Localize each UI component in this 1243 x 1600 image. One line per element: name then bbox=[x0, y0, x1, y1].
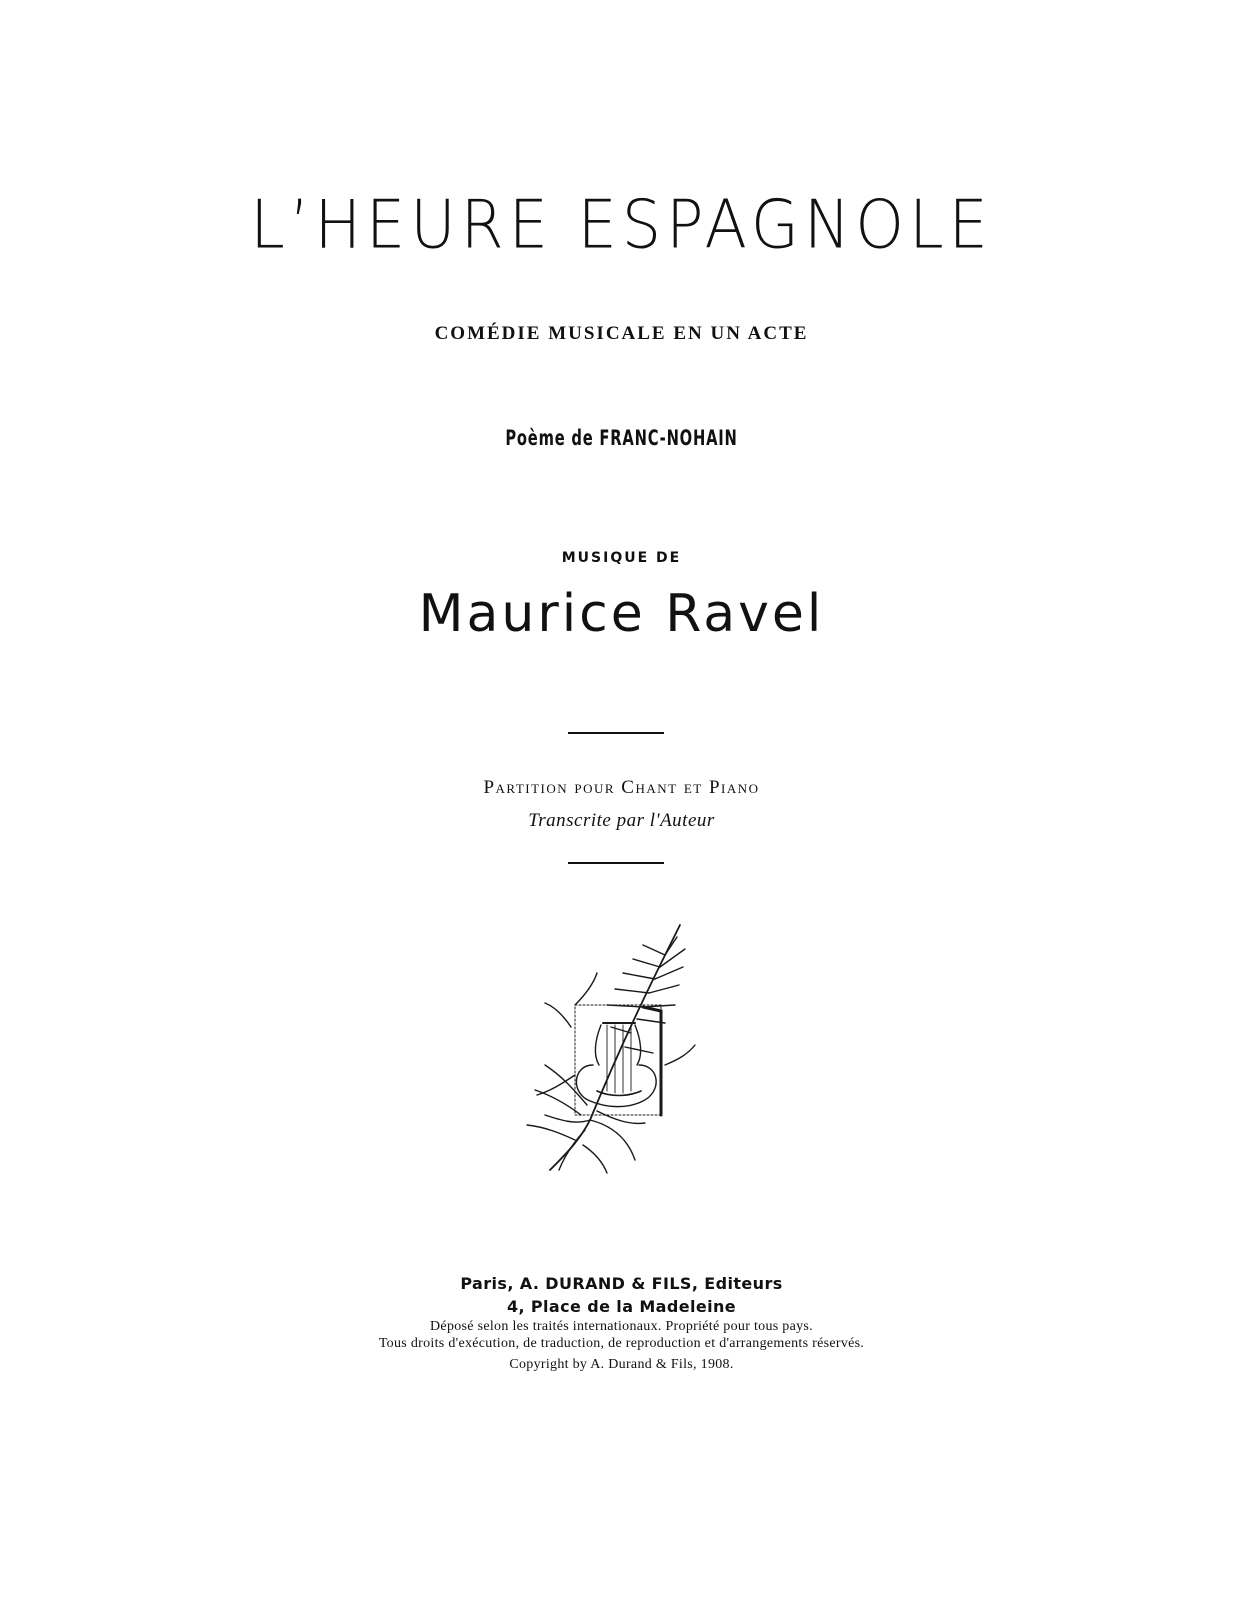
opera-subtitle: COMÉDIE MUSICALE EN UN ACTE bbox=[434, 323, 809, 344]
composer-name: Maurice Ravel bbox=[418, 584, 825, 644]
opera-title: L’HEURE ESPAGNOLE bbox=[250, 185, 993, 264]
divider-rule-top bbox=[568, 732, 664, 734]
music-by-label: MUSIQUE DE bbox=[561, 550, 682, 566]
lyre-with-branches-icon bbox=[515, 915, 705, 1175]
edition-label: Partition pour Chant et Piano bbox=[483, 777, 760, 798]
copyright-notice: Copyright by A. Durand & Fils, 1908. bbox=[509, 1357, 734, 1372]
publisher-address: 4, Place de la Madeleine bbox=[506, 1297, 737, 1316]
rights-notice: Tous droits d'exécution, de traduction, de reproduction et d'arrangements réservés. bbox=[378, 1336, 865, 1351]
divider-rule-bottom bbox=[568, 862, 664, 864]
deposit-notice: Déposé selon les traités internationaux. Propriété pour tous pays. bbox=[430, 1319, 813, 1334]
transcription-credit: Transcrite par l'Auteur bbox=[528, 810, 715, 831]
poem-credit: Poème de FRANC-NOHAIN bbox=[505, 426, 738, 450]
publisher-name: Paris, A. DURAND & FILS, Editeurs bbox=[460, 1274, 783, 1293]
